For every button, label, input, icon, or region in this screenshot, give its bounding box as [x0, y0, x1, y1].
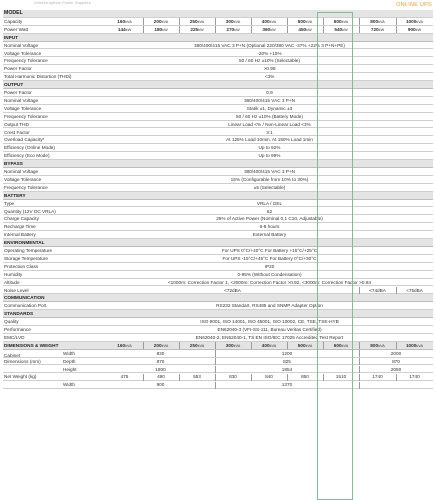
column-divider: [215, 366, 216, 373]
spec-row: [3, 105, 433, 113]
cell-number: 225: [190, 26, 199, 32]
column-divider: [323, 342, 324, 349]
row-value: 0.9: [266, 90, 273, 95]
spec-row: [3, 279, 433, 287]
section-title: BYPASS: [4, 161, 23, 167]
cell-number: 400: [261, 18, 270, 24]
spec-row: [3, 113, 433, 121]
spec-row: [3, 42, 433, 50]
column-divider: [359, 287, 360, 294]
table-cell: 850: [301, 374, 309, 380]
cell-unit: kVA: [341, 343, 349, 348]
spec-row: [3, 271, 433, 279]
table-cell: 1510: [335, 374, 347, 380]
column-divider: [323, 26, 324, 33]
column-divider: [143, 342, 144, 349]
row-label: Net Weight (kg): [4, 374, 37, 380]
column-divider: [143, 374, 144, 381]
row-label: Operating Temperature: [4, 248, 53, 253]
cell-unit: kW: [306, 27, 312, 32]
cell-number: 200: [153, 342, 162, 348]
spec-row: [3, 73, 433, 81]
row-value: ISO 9001, ISO 14001, ISO 45001, ISO 10002, CE, TSE, TSE-HYB: [200, 319, 339, 325]
row-label: Crest Factor: [4, 129, 30, 135]
row-label: Frequency Tolerance: [4, 184, 48, 190]
cell-unit: kW: [198, 27, 204, 32]
spec-row: [3, 302, 433, 310]
last-width-row: [3, 381, 433, 389]
row-value: 380/400/415 VAC 3 P+N (Optional 220/380 VAC -37% +22% 3 P+N+PE): [194, 42, 345, 48]
section-title: DIMENSIONS & WEIGHT: [4, 342, 59, 348]
cell-number: 1000: [405, 342, 417, 348]
column-divider: [215, 382, 216, 389]
section-title: BATTERY: [4, 192, 26, 198]
cell-number: 400: [261, 342, 270, 348]
cell-unit: kW: [378, 27, 385, 32]
cell-unit: kW: [162, 27, 168, 32]
row-label: Performance: [4, 327, 31, 332]
row-value: For UPS -15°C/+45°C For Battery 0°C/+30°C: [222, 255, 317, 261]
cell-number: 250: [189, 18, 198, 24]
row-value: 3:1: [266, 129, 273, 135]
row-label: Quality: [4, 319, 19, 325]
cell-number: 160: [117, 18, 126, 24]
cell-number: 800: [370, 18, 379, 24]
row-value: RS232 Standart, RS485 and SNMP Adapter Option: [216, 303, 323, 309]
column-divider: [359, 366, 360, 373]
row-value: 6-8 hours: [259, 224, 280, 230]
row-value: ±5 (Selectable): [253, 184, 286, 190]
section-communication: [3, 294, 433, 302]
column-divider: [179, 374, 180, 381]
cell-number: 300: [225, 342, 234, 348]
row-label: Communication Port: [4, 303, 47, 309]
cell-number: 500: [297, 18, 306, 24]
cell-unit: kVA: [378, 343, 385, 348]
table-cell: 840: [265, 374, 273, 380]
row-label: Nominal Voltage: [4, 97, 39, 103]
spec-row: [3, 129, 433, 137]
column-divider: [396, 342, 397, 349]
cell-unit: kVA: [416, 343, 424, 348]
cell-unit: kVA: [269, 19, 277, 24]
net-weight-row: [3, 373, 433, 381]
column-divider: [179, 26, 180, 33]
row-value: 1800: [155, 366, 166, 372]
column-divider: [359, 26, 360, 33]
column-divider: [359, 382, 360, 389]
spec-row: [3, 200, 433, 208]
spec-row: [3, 89, 433, 97]
cell-number: 200: [153, 18, 162, 24]
table-cell: 1740: [409, 374, 420, 380]
row-label: Voltage Tolerance: [4, 105, 42, 111]
cell-number: 900: [407, 26, 416, 32]
section-title: COMMUNICATION: [4, 295, 45, 301]
section-bypass: [3, 160, 433, 168]
spec-row: [3, 247, 433, 255]
column-divider: [251, 342, 252, 349]
cell-unit: kW: [125, 27, 132, 32]
cell-number: 160: [117, 342, 126, 348]
dimension-label: Width: [63, 350, 75, 356]
row-label: Efficiency (Eco Mode): [4, 153, 50, 159]
row-value: VRLA / GEL: [256, 200, 283, 206]
row-label: Charge Capacity: [4, 216, 39, 222]
column-divider: [143, 26, 144, 33]
spec-row: [3, 223, 433, 231]
table-cell: 490: [157, 374, 165, 380]
column-divider: [251, 26, 252, 33]
cell-unit: kW: [415, 27, 422, 32]
cell-number: 180: [154, 26, 163, 32]
noise-level-row: [3, 287, 433, 295]
table-cell: 830: [229, 374, 237, 380]
column-divider: [396, 287, 397, 294]
row-label: Type: [4, 200, 15, 206]
spec-row: [3, 215, 433, 223]
column-divider: [323, 18, 324, 25]
section-output: [3, 81, 433, 89]
column-divider: [359, 18, 360, 25]
row-label: Total Harmonic Distortion (THDi): [4, 74, 72, 80]
row-value: EN62040-2, EN62040-1, TS EN ISO/IEC 17025 Accredited Test Report: [195, 334, 344, 340]
table-cell: 475: [120, 374, 129, 380]
row-value: <74dBA: [369, 287, 386, 293]
row-label: Quantity (12V DC VRLA): [4, 208, 56, 214]
column-divider: [323, 374, 324, 381]
cell-unit: kVA: [197, 19, 205, 24]
spec-row: [3, 50, 433, 58]
capacity-row: [3, 18, 433, 26]
row-value: At 125% Load 10min, At 150% Load 1min: [226, 137, 313, 143]
spec-row: [3, 184, 433, 192]
cell-number: 1000: [405, 18, 417, 24]
spec-row: [3, 65, 433, 73]
column-divider: [143, 18, 144, 25]
product-line-title: ONLINE UPS: [396, 2, 432, 8]
row-label: Output THD: [4, 121, 29, 127]
cell-unit: kVA: [416, 19, 424, 24]
row-value: <72dBA: [224, 287, 241, 293]
column-divider: [179, 18, 180, 25]
section-standards: [3, 310, 433, 318]
column-divider: [396, 26, 397, 33]
cell-number: 250: [189, 342, 198, 348]
row-value: IP20: [264, 263, 275, 269]
table-cell: 553: [193, 374, 201, 380]
row-value: 2000: [390, 350, 402, 356]
row-value: 25% of Active Power (Nominal 0,1 C10, Adjustable): [216, 216, 323, 222]
row-value: 830: [156, 350, 165, 356]
cell-unit: kVA: [269, 343, 277, 348]
model-title: MODEL: [4, 10, 23, 16]
row-label: Voltage Tolerance: [4, 176, 42, 182]
power-watt-row: [3, 26, 433, 34]
row-value: Statik ±1, Dynamic ±3: [246, 105, 293, 111]
column-divider: [179, 342, 180, 349]
cell-unit: kVA: [161, 19, 169, 24]
cabinet-label-2: Dimensions (mm): [4, 358, 41, 364]
column-divider: [396, 374, 397, 381]
column-divider: [251, 18, 252, 25]
dimension-label: Height: [63, 366, 77, 372]
row-value: 870: [392, 358, 400, 364]
row-value: 1854: [281, 366, 293, 372]
cell-unit: kVA: [305, 343, 313, 348]
cell-number: 600: [333, 342, 342, 348]
column-divider: [396, 18, 397, 25]
row-value: 900: [156, 382, 165, 388]
section-title: OUTPUT: [4, 82, 24, 88]
row-label: EMC/LVD: [4, 334, 25, 340]
row-label: Internal Battery: [4, 232, 36, 238]
spec-row: [3, 121, 433, 129]
spec-row: [3, 144, 433, 152]
row-value: EN62040-3 (VFI-SS-111, Bureau Veritas Certified): [217, 327, 322, 332]
row-label: Voltage Tolerance: [4, 50, 42, 56]
column-divider: [287, 18, 288, 25]
section-dimensions: [3, 342, 433, 350]
row-value: External Battery: [252, 232, 287, 238]
section-battery: [3, 192, 433, 200]
spec-row: [3, 318, 433, 326]
row-value: For UPS 0°C/+40°C For Battery +15°C/+25°C: [221, 248, 318, 253]
cell-number: 720: [370, 26, 379, 32]
cell-number: 270: [226, 26, 235, 32]
cell-unit: kVA: [233, 343, 241, 348]
model-header-row: [3, 10, 433, 18]
row-value: 62: [266, 208, 273, 214]
spec-row: [3, 152, 433, 160]
row-value: Up to 92%: [258, 145, 281, 151]
cabinet-depth-row: [3, 358, 433, 366]
column-divider: [359, 350, 360, 357]
row-label: Capacity: [4, 18, 23, 24]
spec-row: [3, 263, 433, 271]
dimension-label: Depth: [63, 358, 76, 364]
row-value: 1370: [281, 382, 293, 388]
section-input: [3, 34, 433, 42]
cell-number: 800: [370, 342, 379, 348]
cell-number: 540: [334, 26, 343, 32]
cell-unit: kVA: [125, 19, 132, 24]
cell-unit: kVA: [341, 19, 349, 24]
spec-row: [3, 97, 433, 105]
row-value: <3%: [264, 74, 275, 80]
row-value: 0-95% (Without Condensation): [237, 271, 302, 277]
page-header: [0, 0, 435, 10]
table-cell: 1740: [372, 374, 383, 380]
cell-unit: kW: [342, 27, 348, 32]
column-divider: [215, 374, 216, 381]
spec-row: [3, 176, 433, 184]
spec-table: [3, 10, 433, 499]
column-divider: [359, 374, 360, 381]
row-value: 15% (Configurable from 10% to 30%): [230, 176, 309, 182]
cell-unit: kW: [270, 27, 276, 32]
row-value: <75dBA: [406, 287, 423, 293]
spec-row: [3, 57, 433, 65]
row-value: 870: [156, 358, 165, 364]
row-label: Power Factor: [4, 90, 32, 95]
spec-row: [3, 136, 433, 144]
row-value: 825: [283, 358, 291, 364]
cabinet-height-row: [3, 366, 433, 374]
row-value: 1200: [281, 350, 293, 356]
cell-number: 600: [333, 18, 342, 24]
row-label: Frequency Tolerance: [4, 58, 48, 64]
cabinet-width-row: [3, 350, 433, 358]
row-label: Recharge Time: [4, 224, 36, 230]
dimension-label: Width: [63, 382, 75, 388]
column-divider: [215, 350, 216, 357]
row-value: -20% +15%: [257, 50, 282, 56]
section-title: INPUT: [4, 34, 19, 40]
spec-row: [3, 255, 433, 263]
cell-unit: kW: [234, 27, 240, 32]
column-divider: [215, 18, 216, 25]
cell-number: 450: [298, 26, 307, 32]
cell-unit: kVA: [125, 343, 132, 348]
row-value: 380/400/415 VAC 3 P+N: [243, 97, 296, 103]
row-label: Efficiency (Online Mode): [4, 145, 55, 151]
column-divider: [287, 342, 288, 349]
row-value: Up to 99%: [258, 153, 281, 159]
row-label: Noise Level: [4, 287, 29, 293]
spec-row: [3, 168, 433, 176]
column-divider: [287, 26, 288, 33]
cell-unit: kVA: [378, 19, 385, 24]
row-label: Altitude: [4, 279, 20, 285]
row-label: Storage Temperature: [4, 255, 48, 261]
cell-unit: kVA: [233, 19, 241, 24]
column-divider: [215, 358, 216, 365]
cell-number: 500: [297, 342, 306, 348]
cell-number: 360: [262, 26, 271, 32]
column-divider: [215, 342, 216, 349]
brand-tagline: Uninterruptible Power Supplies: [34, 1, 91, 5]
row-value: 50 / 60 Hz ±10% (Battery Mode): [236, 113, 303, 119]
row-label: Humidity: [4, 271, 23, 277]
section-title: STANDARDS: [4, 311, 34, 317]
row-label: Power Factor: [4, 66, 32, 72]
section-environmental: [3, 239, 433, 247]
column-divider: [287, 374, 288, 381]
cell-number: 300: [225, 18, 234, 24]
row-label: Overload Capacity*: [4, 137, 45, 143]
cell-unit: kVA: [305, 19, 313, 24]
row-value: 2050: [390, 366, 402, 372]
row-value: 50 / 60 Hz ±10% (Selectable): [239, 58, 300, 64]
row-label: Nominal Voltage: [4, 169, 39, 174]
cabinet-label: Cabinet: [4, 353, 21, 359]
column-divider: [359, 358, 360, 365]
cell-unit: kVA: [161, 343, 169, 348]
row-value: <1000m: Correction Factor 1, <2000m: Correction Factor >0.92, <3000m: Correction Factor >0.84: [167, 279, 372, 285]
row-label: Protection Class: [4, 263, 39, 269]
cell-unit: kVA: [197, 343, 205, 348]
column-divider: [215, 26, 216, 33]
section-title: ENVIRONMENTAL: [4, 240, 45, 246]
spec-row: [3, 334, 433, 342]
column-divider: [251, 374, 252, 381]
spec-row: [3, 231, 433, 239]
row-label: Frequency Tolerance: [4, 113, 48, 119]
row-value: >0.99: [263, 66, 276, 72]
spec-row: [3, 208, 433, 216]
spec-row: [3, 326, 433, 334]
row-value: Linear Load <% / Non-Linear Load <3%: [228, 121, 311, 127]
cell-number: 144: [117, 26, 126, 32]
column-divider: [359, 342, 360, 349]
row-value: 380/400/415 VAC 3 P+N: [243, 169, 296, 174]
row-label: Nominal Voltage: [4, 42, 39, 48]
row-label: Power Watt: [4, 26, 29, 32]
